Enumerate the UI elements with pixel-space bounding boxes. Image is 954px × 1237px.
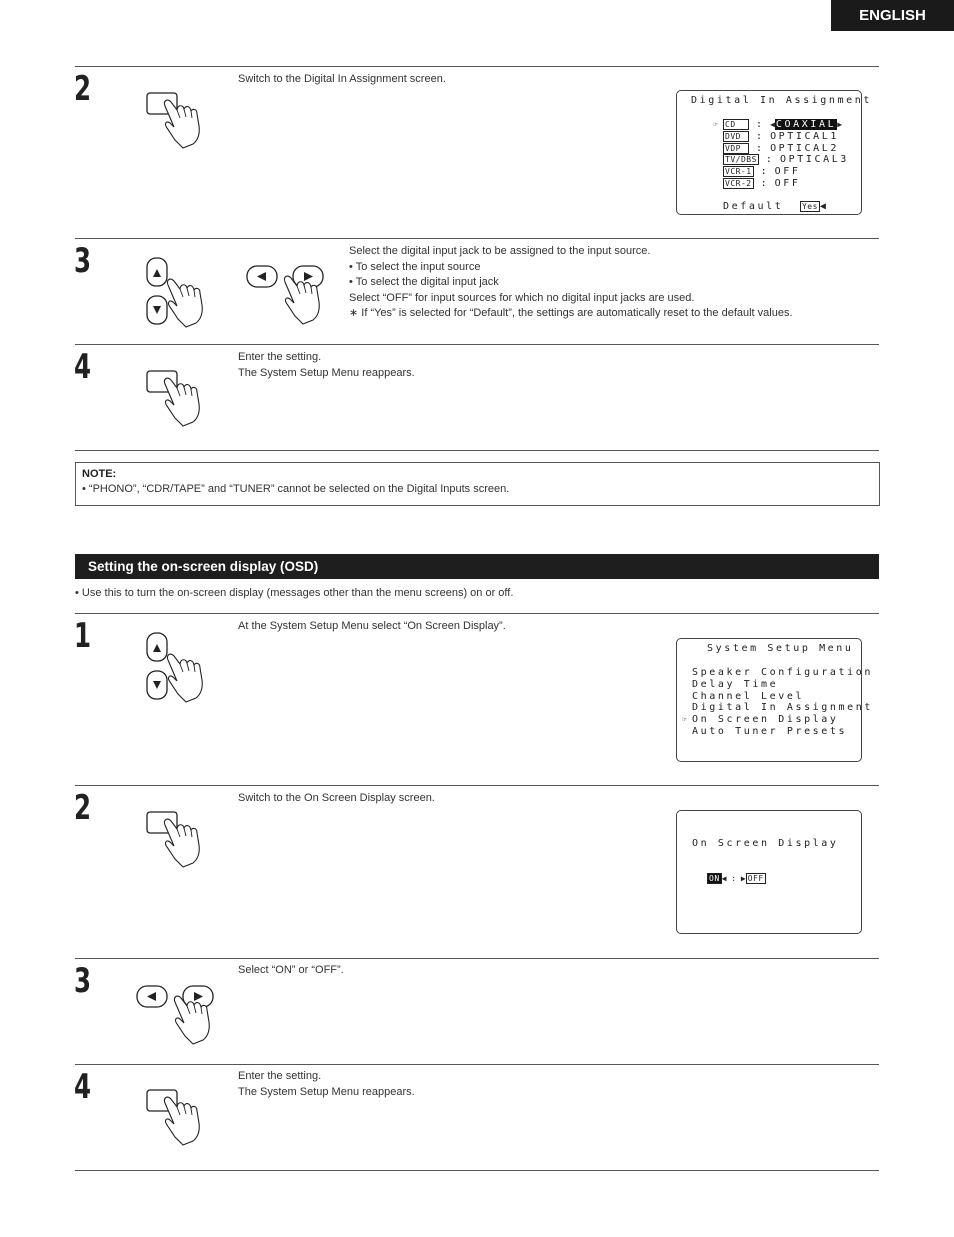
osd-menu-label: Speaker Configuration [692, 667, 874, 678]
divider [75, 1064, 879, 1065]
osd-source-tag: VCR-1 [725, 167, 752, 177]
step-text: At the System Setup Menu select “On Screen Display”. [238, 620, 506, 632]
osd-menu-item [682, 691, 804, 702]
osd-menu-item [682, 726, 847, 737]
osd-assignment-row: DVD : OPTICAL1 [725, 130, 840, 142]
osd-digital-in-assignment [676, 90, 873, 215]
up-down-buttons-hand-icon [140, 255, 215, 330]
divider [75, 785, 879, 786]
osd-assignment-row: VDP : OPTICAL2 [725, 142, 840, 154]
osd-input-value: OFF [774, 178, 801, 189]
osd-input-value: OPTICAL1 [770, 130, 840, 142]
enter-button-hand-icon [140, 807, 210, 867]
enter-button-hand-icon [140, 366, 210, 426]
osd-assignment-row: VCR-1 : OFF [725, 166, 801, 178]
osd-menu-label: On Screen Display [692, 714, 839, 726]
osd-title: On Screen Display [692, 838, 839, 849]
step-text-block [238, 350, 415, 381]
osd-menu-label: Digital In Assignment [692, 702, 874, 714]
osd-on-off-row: ON ◀ : ▶ OFF [709, 874, 764, 883]
divider [75, 1170, 879, 1171]
step-text-block [238, 1069, 415, 1100]
osd-source-tag: DVD [723, 131, 749, 142]
text-line: Select the digital input jack to be assigned to the input source. [349, 245, 651, 257]
note-title: NOTE: [82, 468, 117, 480]
text-line: Enter the setting. [238, 351, 322, 363]
step-number: 1 [74, 616, 92, 656]
osd-cursor-icon: ☞ [682, 715, 687, 725]
osd-input-value: OPTICAL2 [770, 142, 840, 154]
osd-on-option: ON [709, 874, 720, 883]
note-box [75, 462, 880, 506]
step-number: 2 [74, 69, 92, 109]
osd-source-tag: VCR-2 [725, 179, 752, 188]
divider [75, 450, 879, 451]
divider [75, 958, 879, 959]
text-line: ∗ If “Yes” is selected for “Default”, the settings are automatically reset to the default values. [349, 307, 793, 319]
step-number: 2 [74, 788, 92, 828]
osd-on-screen-display [676, 810, 862, 934]
osd-off-option: OFF [747, 874, 764, 883]
osd-menu-label: Channel Level [692, 690, 805, 702]
section-intro: • Use this to turn the on-screen display (messages other than the menu screens) on or off. [75, 587, 514, 599]
text-line: The System Setup Menu reappears. [238, 366, 415, 379]
divider [75, 613, 879, 614]
osd-menu-item [682, 679, 778, 690]
osd-input-value: COAXIAL [775, 119, 837, 130]
osd-title: Digital In Assignment [691, 95, 873, 106]
step-text: Switch to the Digital In Assignment screen. [238, 73, 446, 85]
language-tab: ENGLISH [831, 0, 954, 31]
section-heading: Setting the on-screen display (OSD) [75, 554, 879, 579]
osd-menu-item [682, 667, 873, 678]
divider [75, 66, 879, 67]
osd-cursor-icon: ☞ [713, 120, 718, 129]
step-text: Switch to the On Screen Display screen. [238, 792, 435, 804]
step-number: 4 [74, 1067, 92, 1107]
osd-assignment-row: ☞ CD : ◀COAXIAL▶ [713, 119, 843, 130]
divider [75, 344, 879, 345]
enter-button-hand-icon [140, 88, 210, 148]
step-text-block [349, 244, 793, 322]
text-line: The System Setup Menu reappears. [238, 1085, 415, 1098]
osd-source-tag: TV/DBS [725, 155, 757, 165]
step-text: Select “ON” or “OFF”. [238, 964, 344, 976]
osd-default-label: Default [723, 201, 784, 212]
osd-menu-label: Auto Tuner Presets [692, 726, 848, 737]
step-number: 3 [74, 241, 92, 281]
step-number: 4 [74, 347, 92, 387]
osd-menu-item [682, 714, 839, 725]
text-line: Enter the setting. [238, 1070, 322, 1082]
osd-menu-item [682, 702, 873, 713]
enter-button-hand-icon [140, 1085, 210, 1145]
osd-system-setup-menu [676, 638, 874, 762]
osd-menu-label: Delay Time [692, 678, 779, 690]
osd-default-row: Default Yes ◀ [723, 201, 826, 212]
osd-default-value: Yes [801, 202, 818, 211]
osd-assignment-row: VCR-2 : OFF [725, 178, 801, 189]
osd-source-tag: CD [723, 119, 749, 130]
osd-input-value: OFF [774, 166, 801, 178]
text-line: • To select the digital input jack [349, 276, 499, 288]
step-number: 3 [74, 961, 92, 1001]
osd-input-value: OPTICAL3 [779, 154, 849, 166]
up-down-buttons-hand-icon [140, 630, 215, 705]
osd-title: System Setup Menu [707, 643, 854, 654]
text-line: • To select the input source [349, 260, 481, 273]
divider [75, 238, 879, 239]
osd-source-tag: VDP [723, 143, 749, 154]
left-right-buttons-hand-icon [135, 982, 220, 1042]
left-right-buttons-hand-icon [245, 262, 330, 322]
osd-assignment-row: TV/DBS : OPTICAL3 [725, 154, 849, 166]
note-text: • “PHONO”, “CDR/TAPE” and “TUNER” cannot be selected on the Digital Inputs screen. [82, 483, 510, 495]
text-line: Select “OFF” for input sources for which no digital input jacks are used. [349, 291, 695, 304]
